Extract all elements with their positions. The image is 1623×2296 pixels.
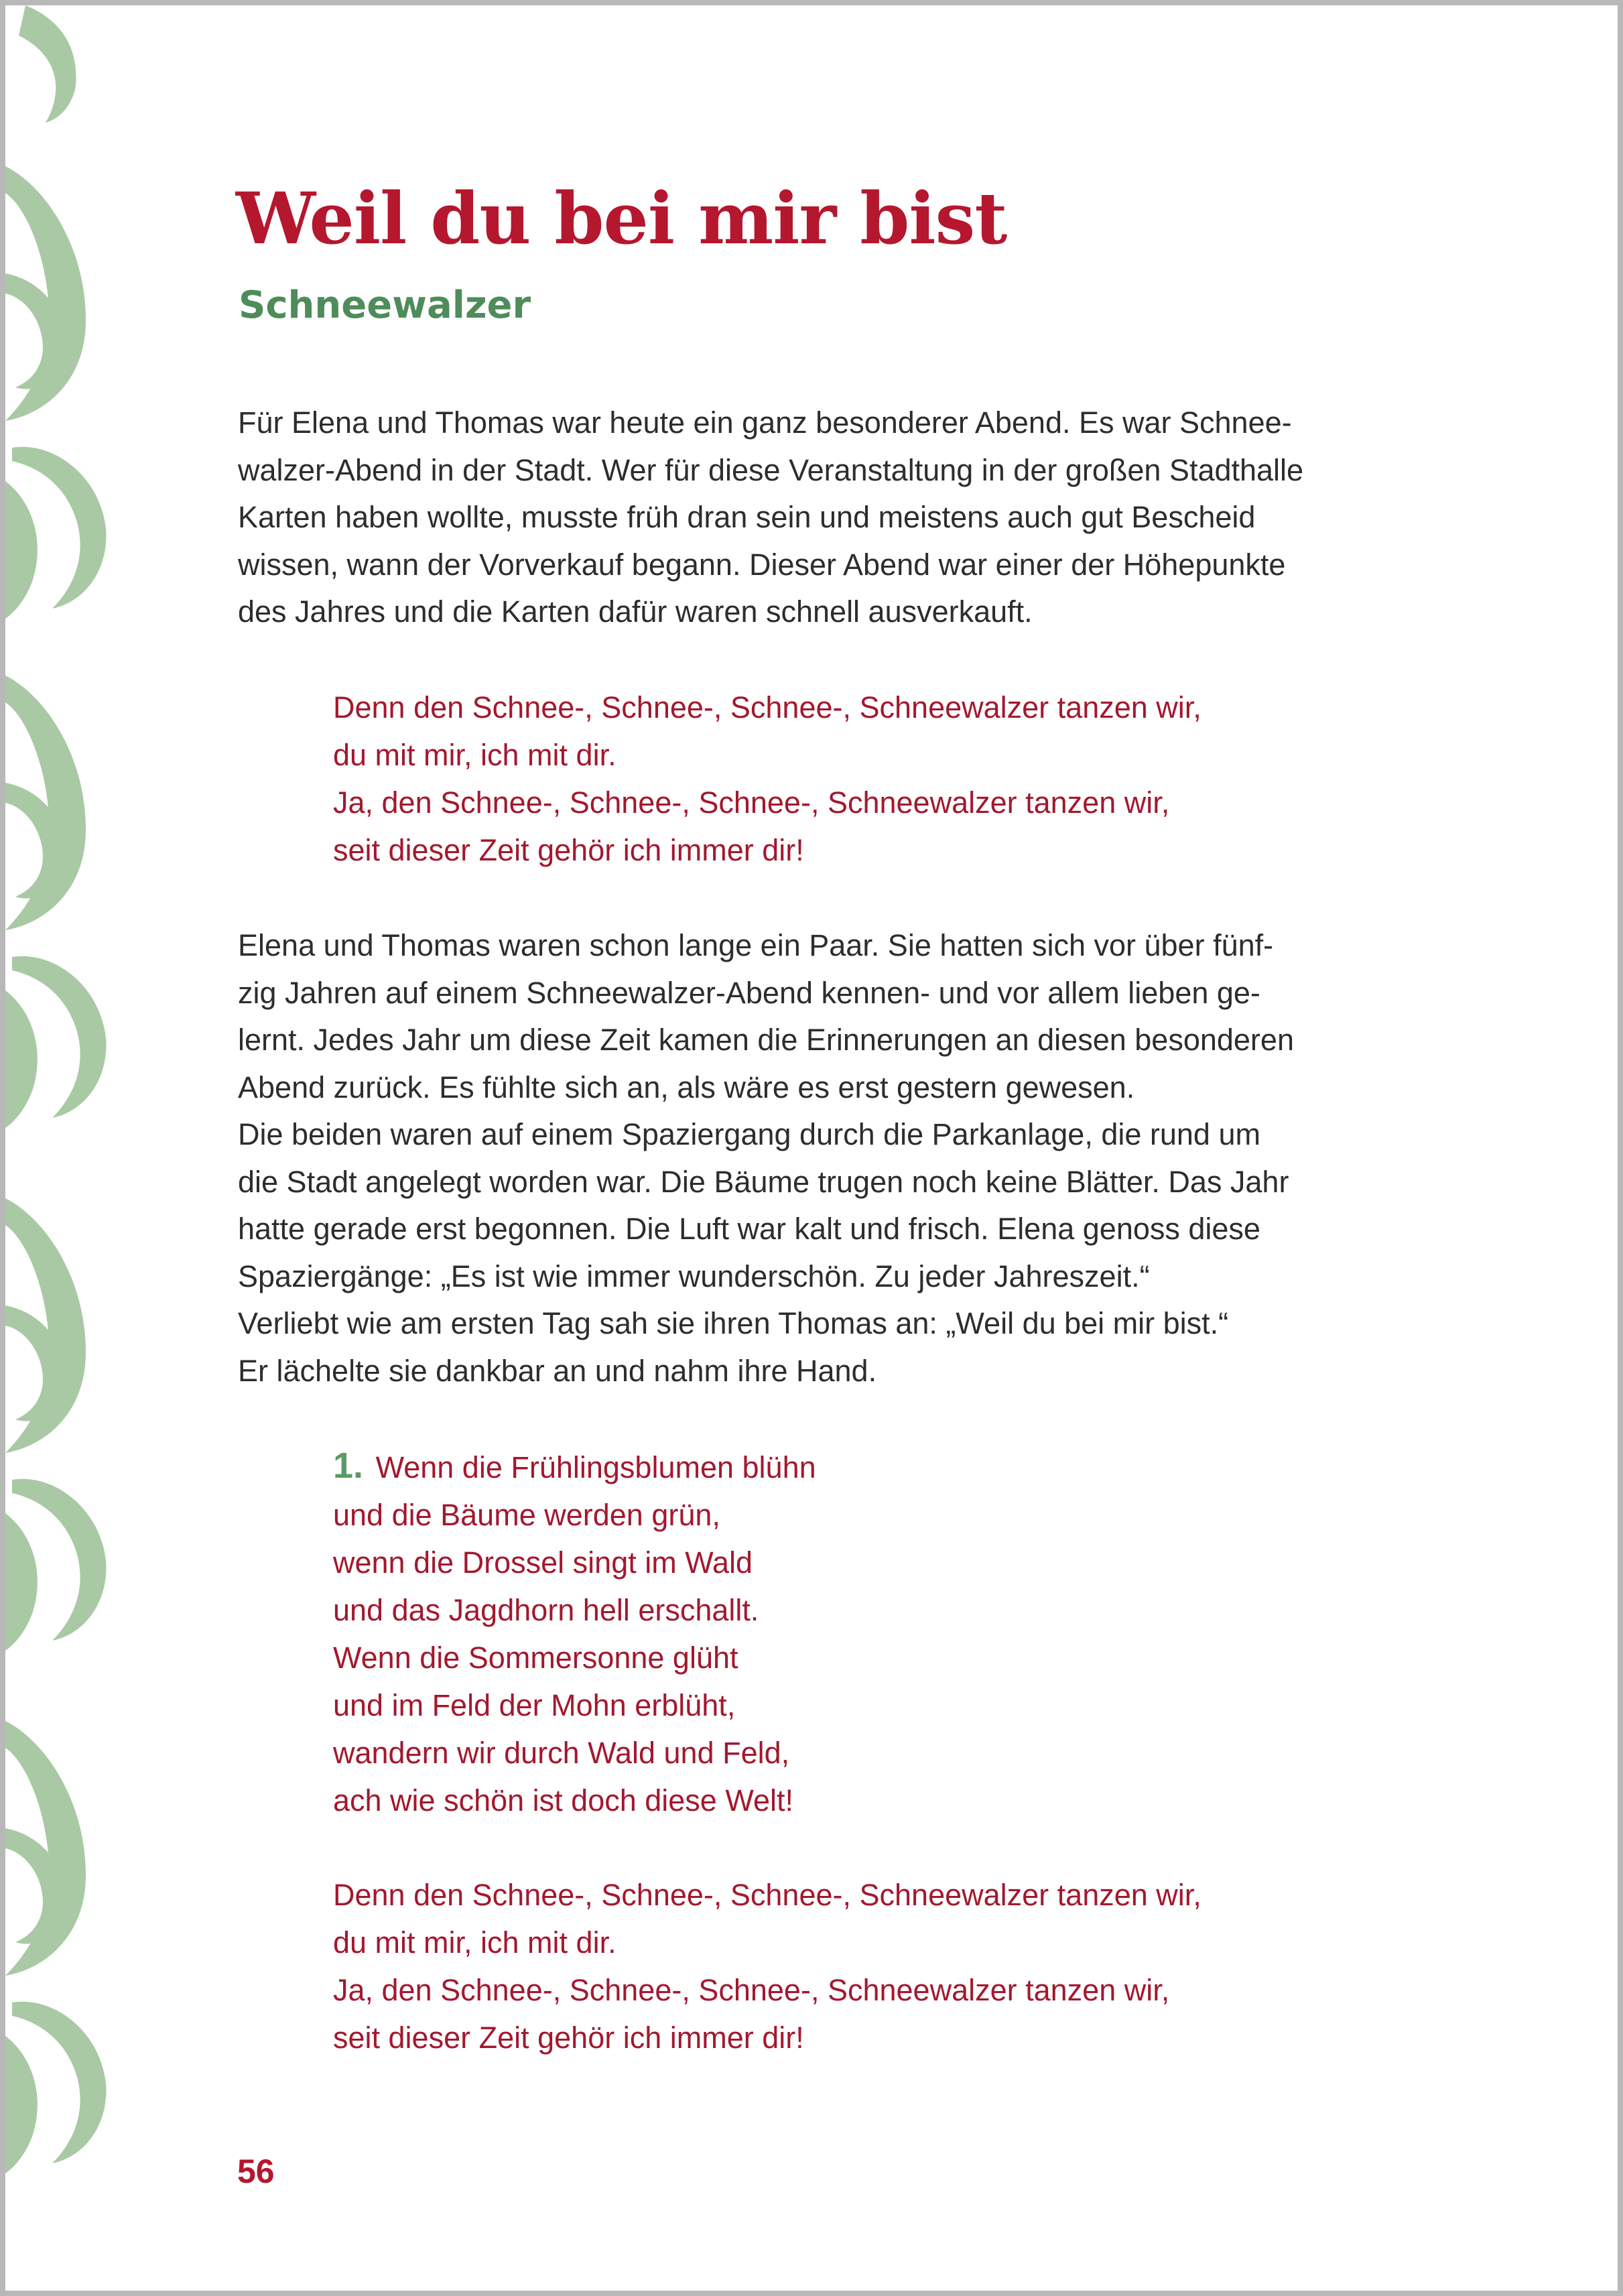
lyric-line: Ja, den Schnee-, Schnee-, Schnee-, Schneewalzer tanzen wir,	[333, 785, 1170, 820]
page-title: Weil du bei mir bist	[236, 176, 1007, 260]
paragraph-line: die Stadt angelegt worden war. Die Bäume trugen noch keine Blätter. Das Jahr	[238, 1164, 1289, 1199]
lyric-line: und das Jagdhorn hell erschallt.	[333, 1593, 759, 1627]
leaf-swirl-ornament-icon	[5, 5, 139, 2291]
page-subtitle: Schneewalzer	[239, 283, 531, 327]
refrain-block-2	[333, 1871, 1405, 2061]
paragraph-line: Spaziergänge: „Es ist wie immer wunderschön. Zu jeder Jahreszeit.“	[238, 1259, 1150, 1293]
lyric-line: du mit mir, ich mit dir.	[333, 1925, 616, 1960]
paragraph-line: des Jahres und die Karten dafür waren schnell ausverkauft.	[238, 594, 1033, 629]
lyric-line-text: Wenn die Frühlingsblumen blühn	[375, 1450, 816, 1484]
paragraph-line: Karten haben wollte, musste früh dran sein und meistens auch gut Bescheid	[238, 500, 1256, 534]
lyric-line: und die Bäume werden grün,	[333, 1498, 720, 1532]
paragraph-line: Die beiden waren auf einem Spaziergang durch die Parkanlage, die rund um	[238, 1117, 1260, 1151]
lyric-line: du mit mir, ich mit dir.	[333, 738, 616, 772]
lyric-line: Ja, den Schnee-, Schnee-, Schnee-, Schneewalzer tanzen wir,	[333, 1973, 1170, 2007]
lyric-line: Denn den Schnee-, Schnee-, Schnee-, Schneewalzer tanzen wir,	[333, 1878, 1202, 1912]
paragraph-line: wissen, wann der Vorverkauf begann. Dieser Abend war einer der Höhepunkte	[238, 547, 1286, 582]
paragraph-line: hatte gerade erst begonnen. Die Luft war kalt und frisch. Elena genoss diese	[238, 1212, 1260, 1246]
paragraph-line: Für Elena und Thomas war heute ein ganz besonderer Abend. Es war Schnee-	[238, 405, 1292, 440]
refrain-block-1	[333, 684, 1405, 874]
paragraph-line: lernt. Jedes Jahr um diese Zeit kamen die Erinnerungen an diesen besonderen	[238, 1023, 1294, 1057]
paragraph-story	[238, 922, 1390, 1395]
paragraph-line: walzer-Abend in der Stadt. Wer für diese Veranstaltung in der großen Stadthalle	[238, 452, 1304, 487]
paragraph-line: Er lächelte sie dankbar an und nahm ihre Hand.	[238, 1353, 877, 1388]
paragraph-intro	[238, 399, 1390, 636]
lyric-line: wenn die Drossel singt im Wald	[333, 1545, 753, 1580]
verse-block-1	[333, 1442, 1405, 1824]
lyric-line: und im Feld der Mohn erblüht,	[333, 1688, 736, 1722]
lyric-line	[333, 1442, 1405, 1491]
lyric-line: seit dieser Zeit gehör ich immer dir!	[333, 2021, 804, 2055]
paragraph-line: Elena und Thomas waren schon lange ein Paar. Sie hatten sich vor über fünf-	[238, 928, 1274, 962]
paragraph-line: Verliebt wie am ersten Tag sah sie ihren Thomas an: „Weil du bei mir bist.“	[238, 1306, 1229, 1340]
lyric-line: Denn den Schnee-, Schnee-, Schnee-, Schneewalzer tanzen wir,	[333, 690, 1202, 724]
paragraph-line: Abend zurück. Es fühlte sich an, als wäre es erst gestern gewesen.	[238, 1070, 1135, 1104]
lyric-line: wandern wir durch Wald und Feld,	[333, 1736, 790, 1770]
lyric-line: seit dieser Zeit gehör ich immer dir!	[333, 833, 804, 867]
page-number: 56	[237, 2153, 275, 2190]
paragraph-line: zig Jahren auf einem Schneewalzer-Abend kennen- und vor allem lieben ge-	[238, 975, 1260, 1010]
lyric-line: ach wie schön ist doch diese Welt!	[333, 1783, 794, 1817]
verse-number: 1.	[333, 1446, 364, 1486]
lyric-line: Wenn die Sommersonne glüht	[333, 1641, 738, 1675]
